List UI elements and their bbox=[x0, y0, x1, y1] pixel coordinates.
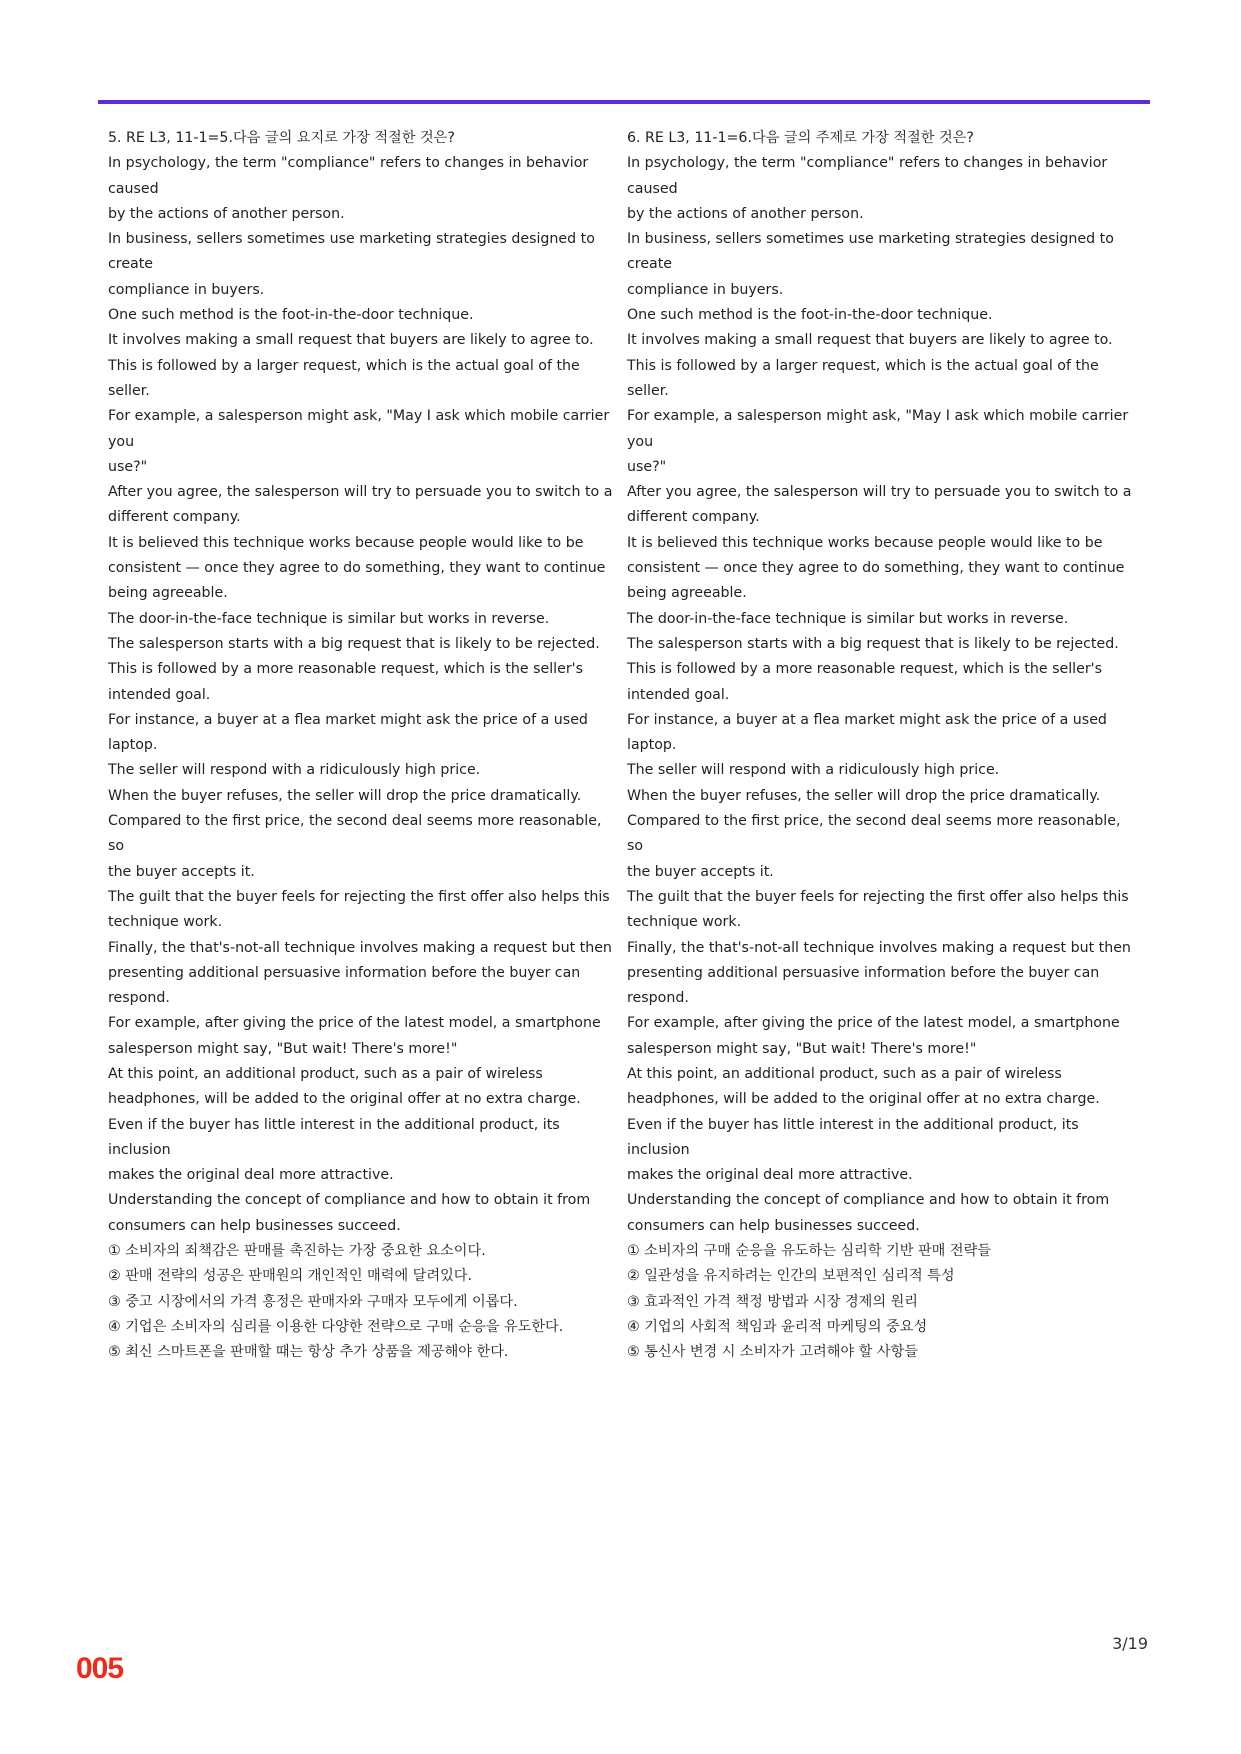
passage-line: headphones, will be added to the original offer at no extra charge. bbox=[627, 1091, 1100, 1108]
passage bbox=[108, 151, 616, 1239]
passage-line: presenting additional persuasive information before the buyer can bbox=[627, 964, 1100, 981]
passage-line: In business, sellers sometimes use marketing strategies designed to create bbox=[108, 231, 595, 273]
passage-line: use?" bbox=[627, 458, 667, 475]
question-5 bbox=[108, 126, 616, 1366]
passage-line: by the actions of another person. bbox=[627, 205, 864, 222]
passage-line: After you agree, the salesperson will try to persuade you to switch to a bbox=[108, 484, 613, 501]
passage-line: In business, sellers sometimes use marketing strategies designed to create bbox=[627, 231, 1114, 273]
passage-line: The guilt that the buyer feels for rejecting the first offer also helps this bbox=[108, 888, 610, 905]
passage-line: being agreeable. bbox=[627, 585, 747, 602]
passage-line: The door-in-the-face technique is similar but works in reverse. bbox=[108, 610, 550, 627]
passage-line: presenting additional persuasive information before the buyer can bbox=[108, 964, 581, 981]
passage-line: The salesperson starts with a big request that is likely to be rejected. bbox=[627, 635, 1119, 652]
answer-choice[interactable]: ④ 기업은 소비자의 심리를 이용한 다양한 전략으로 구매 순응을 유도한다. bbox=[108, 1318, 564, 1335]
answer-choice[interactable]: ④ 기업의 사회적 책임과 윤리적 마케팅의 중요성 bbox=[627, 1318, 928, 1335]
answer-choice[interactable]: ③ 효과적인 가격 책정 방법과 시장 경제의 원리 bbox=[627, 1293, 918, 1310]
answer-choice[interactable]: ⑤ 통신사 변경 시 소비자가 고려해야 할 사항들 bbox=[627, 1344, 918, 1361]
passage-line: One such method is the foot-in-the-door technique. bbox=[108, 307, 474, 324]
page-number: 3/19 bbox=[1112, 1634, 1148, 1653]
passage-line: It is believed this technique works because people would like to be bbox=[627, 534, 1103, 551]
passage-line: respond. bbox=[108, 990, 170, 1007]
passage-line: For instance, a buyer at a flea market might ask the price of a used laptop. bbox=[627, 711, 1107, 754]
passage-line: After you agree, the salesperson will try to persuade you to switch to a bbox=[627, 484, 1132, 501]
passage-line: compliance in buyers. bbox=[627, 281, 784, 298]
passage-line: Understanding the concept of compliance and how to obtain it from bbox=[627, 1192, 1110, 1209]
answer-choice[interactable]: ② 판매 전략의 성공은 판매원의 개인적인 매력에 달려있다. bbox=[108, 1268, 473, 1285]
passage-line: For instance, a buyer at a flea market might ask the price of a used laptop. bbox=[108, 711, 588, 754]
passage-line: It is believed this technique works because people would like to be bbox=[108, 534, 584, 551]
passage-line: by the actions of another person. bbox=[108, 205, 345, 222]
passage-line: different company. bbox=[108, 509, 241, 526]
passage-line: It involves making a small request that buyers are likely to agree to. bbox=[627, 332, 1113, 349]
passage-line: makes the original deal more attractive. bbox=[108, 1167, 394, 1184]
passage bbox=[627, 151, 1135, 1239]
passage-line: consistent — once they agree to do something, they want to continue bbox=[627, 560, 1125, 577]
passage-line: consumers can help businesses succeed. bbox=[627, 1217, 920, 1234]
passage-line: When the buyer refuses, the seller will drop the price dramatically. bbox=[627, 787, 1101, 804]
answer-choice[interactable]: ⑤ 최신 스마트폰을 판매할 때는 항상 추가 상품을 제공해야 한다. bbox=[108, 1344, 509, 1361]
answer-choice[interactable]: ③ 중고 시장에서의 가격 흥정은 판매자와 구매자 모두에게 이롭다. bbox=[108, 1293, 518, 1310]
passage-line: makes the original deal more attractive. bbox=[627, 1167, 913, 1184]
question-title: 5. RE L3, 11-1=5.다음 글의 요지로 가장 적절한 것은? bbox=[108, 130, 455, 146]
passage-line: technique work. bbox=[627, 914, 742, 931]
passage-line: intended goal. bbox=[108, 686, 211, 703]
passage-line: The salesperson starts with a big request that is likely to be rejected. bbox=[108, 635, 600, 652]
passage-line: Understanding the concept of compliance and how to obtain it from bbox=[108, 1192, 591, 1209]
passage-line: This is followed by a larger request, which is the actual goal of the seller. bbox=[108, 357, 580, 399]
passage-line: In psychology, the term "compliance" refers to changes in behavior caused bbox=[627, 155, 1108, 197]
passage-line: When the buyer refuses, the seller will drop the price dramatically. bbox=[108, 787, 582, 804]
passage-line: At this point, an additional product, such as a pair of wireless bbox=[627, 1065, 1062, 1082]
passage-line: Finally, the that's-not-all technique involves making a request but then bbox=[627, 939, 1131, 956]
passage-line: For example, a salesperson might ask, "May I ask which mobile carrier you bbox=[108, 408, 610, 450]
answer-choice[interactable]: ② 일관성을 유지하려는 인간의 보편적인 심리적 특성 bbox=[627, 1268, 955, 1285]
question-6 bbox=[627, 126, 1135, 1366]
passage-line: salesperson might say, "But wait! There's more!" bbox=[108, 1040, 458, 1057]
passage-line: This is followed by a more reasonable request, which is the seller's bbox=[627, 661, 1102, 678]
passage-line: The seller will respond with a ridiculously high price. bbox=[627, 762, 1000, 779]
passage-line: consistent — once they agree to do something, they want to continue bbox=[108, 560, 606, 577]
passage-line: For example, after giving the price of the latest model, a smartphone bbox=[108, 1015, 601, 1032]
passage-line: headphones, will be added to the original offer at no extra charge. bbox=[108, 1091, 581, 1108]
answer-choice[interactable]: ① 소비자의 구매 순응을 유도하는 심리학 기반 판매 전략들 bbox=[627, 1243, 992, 1260]
passage-line: different company. bbox=[627, 509, 760, 526]
passage-line: The door-in-the-face technique is similar but works in reverse. bbox=[627, 610, 1069, 627]
passage-line: It involves making a small request that buyers are likely to agree to. bbox=[108, 332, 594, 349]
question-title: 6. RE L3, 11-1=6.다음 글의 주제로 가장 적절한 것은? bbox=[627, 130, 974, 146]
passage-line: For example, after giving the price of the latest model, a smartphone bbox=[627, 1015, 1120, 1032]
passage-line: In psychology, the term "compliance" refers to changes in behavior caused bbox=[108, 155, 589, 197]
passage-line: the buyer accepts it. bbox=[627, 863, 774, 880]
passage-line: the buyer accepts it. bbox=[108, 863, 255, 880]
passage-line: salesperson might say, "But wait! There's more!" bbox=[627, 1040, 977, 1057]
passage-line: At this point, an additional product, such as a pair of wireless bbox=[108, 1065, 543, 1082]
passage-line: For example, a salesperson might ask, "May I ask which mobile carrier you bbox=[627, 408, 1129, 450]
passage-line: Finally, the that's-not-all technique involves making a request but then bbox=[108, 939, 612, 956]
passage-line: This is followed by a more reasonable request, which is the seller's bbox=[108, 661, 583, 678]
passage-line: Even if the buyer has little interest in the additional product, its inclusion bbox=[627, 1116, 1079, 1158]
passage-line: consumers can help businesses succeed. bbox=[108, 1217, 401, 1234]
passage-line: Compared to the first price, the second deal seems more reasonable, so bbox=[627, 813, 1121, 855]
passage-line: Even if the buyer has little interest in the additional product, its inclusion bbox=[108, 1116, 560, 1158]
passage-line: respond. bbox=[627, 990, 689, 1007]
answer-choice[interactable]: ① 소비자의 죄책감은 판매를 촉진하는 가장 중요한 요소이다. bbox=[108, 1243, 486, 1260]
passage-line: The guilt that the buyer feels for rejecting the first offer also helps this bbox=[627, 888, 1129, 905]
answer-choices bbox=[627, 1239, 1135, 1365]
passage-line: compliance in buyers. bbox=[108, 281, 265, 298]
answer-choices bbox=[108, 1239, 616, 1365]
passage-line: This is followed by a larger request, which is the actual goal of the seller. bbox=[627, 357, 1099, 399]
header-rule bbox=[98, 100, 1150, 104]
passage-line: One such method is the foot-in-the-door technique. bbox=[627, 307, 993, 324]
passage-line: The seller will respond with a ridiculously high price. bbox=[108, 762, 481, 779]
passage-line: being agreeable. bbox=[108, 585, 228, 602]
passage-line: technique work. bbox=[108, 914, 223, 931]
brand-code: 005 bbox=[76, 1652, 124, 1685]
passage-line: Compared to the first price, the second deal seems more reasonable, so bbox=[108, 813, 602, 855]
passage-line: use?" bbox=[108, 458, 148, 475]
passage-line: intended goal. bbox=[627, 686, 730, 703]
